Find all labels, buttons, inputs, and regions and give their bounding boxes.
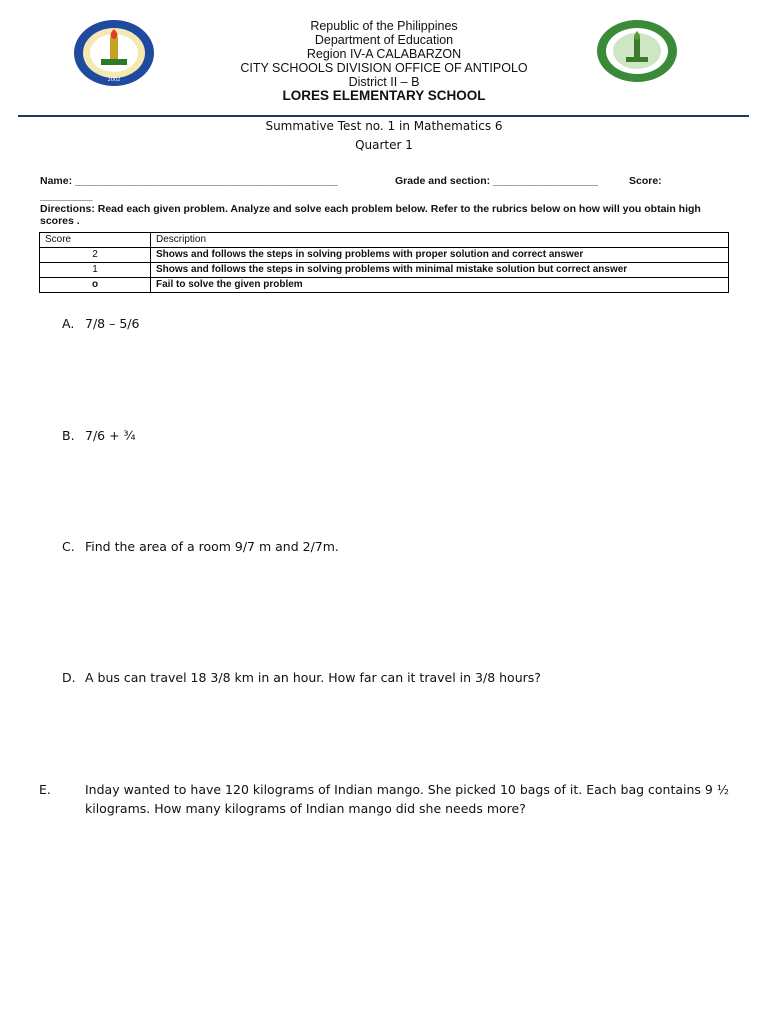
question-text: 7/6 + ¾ (85, 428, 136, 443)
header-republic: Republic of the Philippines (310, 19, 458, 33)
rubric-header-description: Description (151, 233, 729, 248)
rubric-table (39, 232, 729, 293)
rubric-row (40, 278, 729, 293)
quarter-label: Quarter 1 (355, 138, 413, 152)
rubric-description: Fail to solve the given problem (151, 278, 729, 293)
rubric-header-score: Score (40, 233, 151, 248)
question-b (62, 426, 136, 445)
header-department: Department of Education (314, 33, 454, 47)
rubric-description: Shows and follows the steps in solving problems with minimal mistake solution but correct answer (151, 263, 729, 278)
question-text: Find the area of a room 9/7 m and 2/7m. (85, 539, 339, 554)
question-text: Inday wanted to have 120 kilograms of Indian mango. She picked 10 bags of it. Each bag contains 9 ½ kilograms. How many kilograms of Indian mango did she needs more? (85, 782, 729, 816)
question-text: A bus can travel 18 3/8 km in an hour. How far can it travel in 3/8 hours? (85, 670, 541, 685)
rubric-description: Shows and follows the steps in solving problems with proper solution and correct answer (151, 248, 729, 263)
header-region: Region IV-A CALABARZON (306, 47, 462, 61)
rubric-score: o (40, 278, 151, 293)
rubric-row (40, 263, 729, 278)
score-field-line: _________ (40, 190, 93, 202)
question-letter: B. (62, 428, 75, 443)
question-letter: E. (39, 782, 51, 797)
rubric-row (40, 248, 729, 263)
rubric-score: 2 (40, 248, 151, 263)
rubric-header-row (40, 233, 729, 248)
question-a (62, 314, 139, 333)
question-letter: C. (62, 539, 75, 554)
header-district: District II – B (348, 75, 420, 89)
question-letter: A. (62, 316, 75, 331)
question-c (62, 537, 339, 556)
question-letter: D. (62, 670, 76, 685)
question-d (62, 668, 541, 687)
header-division: CITY SCHOOLS DIVISION OFFICE OF ANTIPOLO (240, 61, 528, 75)
header-divider (18, 115, 749, 117)
test-title: Summative Test no. 1 in Mathematics 6 (265, 119, 503, 133)
rubric-score: 1 (40, 263, 151, 278)
score-field-label: Score: (629, 175, 662, 187)
grade-section-field: Grade and section: __________________ (395, 175, 599, 187)
svg-text:2002: 2002 (107, 77, 121, 83)
directions-text: Directions: Read each given problem. Analyze and solve each problem below. Refer to the rubrics below on how will you obtain high scores . (40, 203, 701, 227)
question-e (39, 780, 745, 818)
question-text: 7/8 – 5/6 (85, 316, 140, 331)
name-field: Name: _____________________________________________ (40, 175, 338, 187)
school-name: LORES ELEMENTARY SCHOOL (282, 88, 486, 103)
